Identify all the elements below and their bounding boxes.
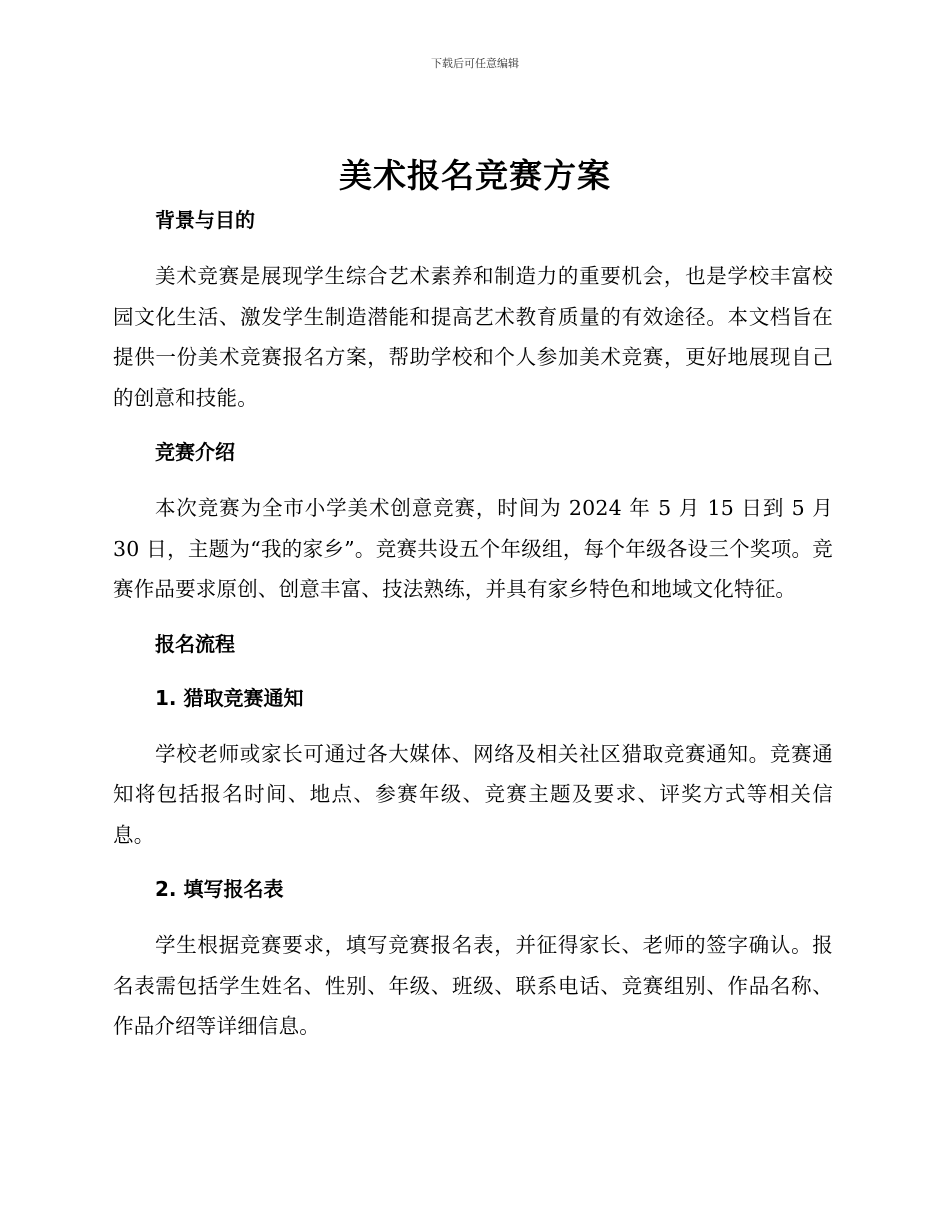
section-paragraph-get-notice: 学校老师或家长可通过各大媒体、网络及相关社区猎取竞赛通知。竞赛通知将包括报名时间、地点、参赛年级、竞赛主题及要求、评奖方式等相关信息。 [113,741,833,847]
spacer [113,662,833,680]
section-paragraph-introduction: 本次竞赛为全市小学美术创意竞赛，时间为 2024 年 5 月 15 日到 5 月 30 日，主题为“我的家乡”。竞赛共设五个年级组，每个年级各设三个奖项。竞赛作品要求原创、创意丰富、技法熟练，并具有家乡特色和地域文化特征。 [113,496,833,601]
spacer [113,610,833,626]
spacer [113,470,833,488]
section-heading-registration-process: 报名流程 [155,631,235,656]
section-heading-get-notice: 1. 猎取竞赛通知 [155,685,304,710]
spacer [113,855,833,871]
section-heading-background: 背景与目的 [155,208,255,232]
section-paragraph-fill-form: 学生根据竞赛要求，填写竞赛报名表，并征得家长、老师的签字确认。报名表需包括学生姓名、性别、年级、班级、联系电话、竞赛组别、作品名称、作品介绍等详细信息。 [113,933,833,1038]
spacer [113,418,833,434]
spacer [113,238,833,256]
spacer [113,907,833,925]
section-heading-fill-form: 2. 填写报名表 [155,877,284,901]
document-title: 美术报名竞赛方案 [339,156,611,195]
header-note: 下载后可任意编辑 [431,57,519,70]
document-body [113,202,833,1047]
section-paragraph-background: 美术竞赛是展现学生综合艺术素养和制造力的重要机会，也是学校丰富校园文化生活、激发学生制造潜能和提高艺术教育质量的有效途径。本文档旨在提供一份美术竞赛报名方案，帮助学校和个人参加美术竞赛，更好地展现自己的创意和技能。 [113,264,833,410]
section-heading-introduction: 竞赛介绍 [155,440,235,464]
spacer [113,716,833,734]
